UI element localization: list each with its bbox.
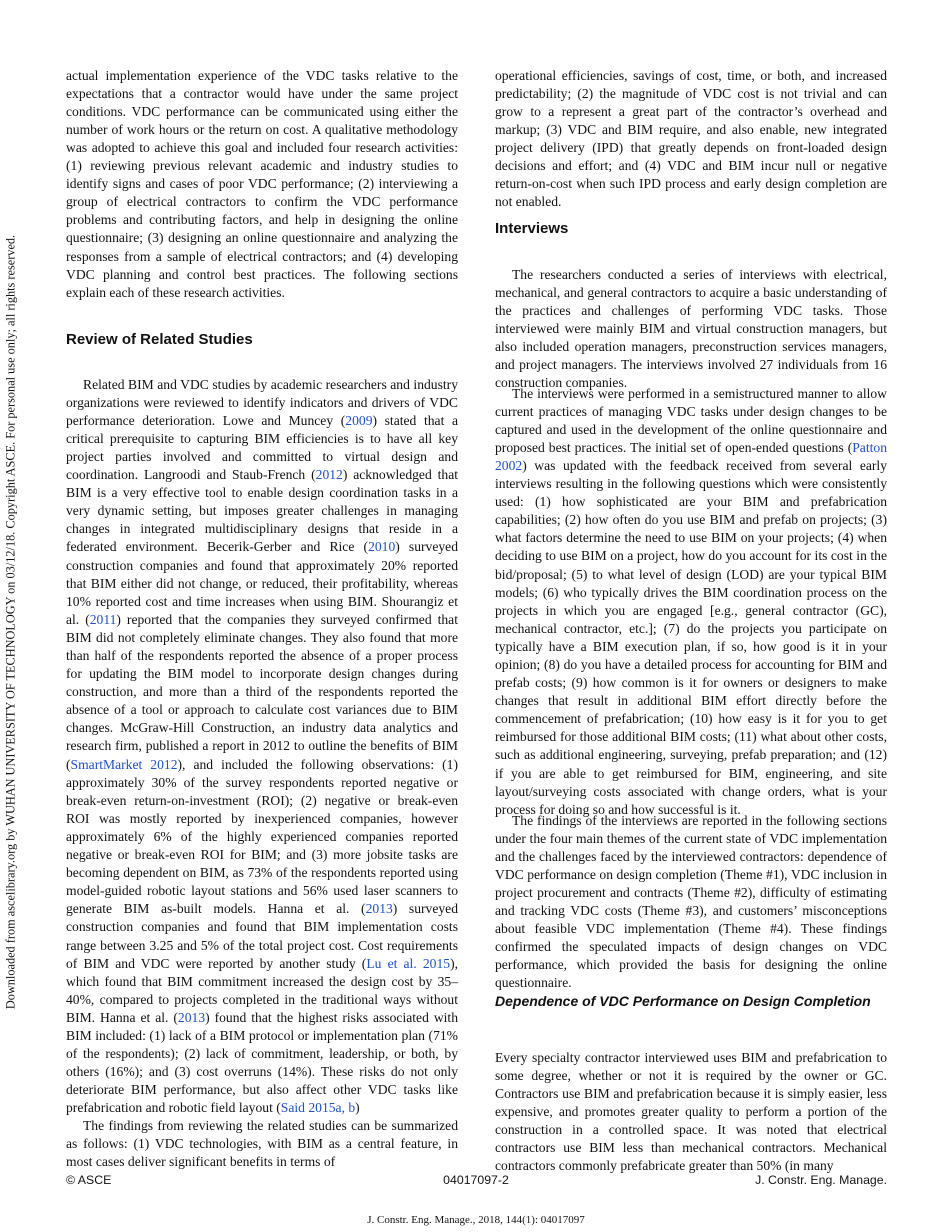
text-run: ) stated that a critical prerequisite to capturing BIM efficiencies is to have all key project parties involved and committed to virtual design and coordination. Langroodi and Staub-French ( [66,412,458,483]
citation-link[interactable]: 2012 [315,467,343,483]
text-run: ) was updated with the feedback received from several early interviews resulting in the following questions which were consistently used: (1) how sophisticated are your BIM and prefabrication capabilities; (2) how often do you use BIM and prefab on projects; (3) what factors determine the need to use BIM on your projects; (4) when deciding to use BIM on a project, how do you account for its cost in the bid/proposal; (5) to what level of design (LOD) are your typical BIM models; (6) who typically drives the BIM coordination process on the projects in which you are engaged [e.g., general contractor (GC), mechanical contractor, etc.]; (7) do the projects you participate on typically have a BIM execution plan, if so, how good is it in your opinion; (8) do you have a detailed process for accounting for BIM and prefab costs; (9) how common is it for owners or designers to make changes that result in additional BIM effort directly before the commencement of prefabrication; (10) how easy is it for you to get reimbursed for those additional BIM costs; (11) what about other costs, such as additional engineering, surveying, prefab preparation; and (12) if you are able to get reimbursed for BIM, engineering, and site layout/surveying costs associated with change orders, what is your process for doing so and how successful is it. [495,457,887,817]
citation-link[interactable]: Lu et al. 2015 [366,955,451,971]
subsection-heading: Dependence of VDC Performance on Design Completion [495,993,871,1009]
citation-link[interactable]: 2011 [89,611,117,627]
download-notice: Downloaded from ascelibrary.org by WUHAN UNIVERSITY OF TECHNOLOGY on 03/12/18. Copyright ASCE. For personal use only; all rights reserved. [3,234,18,1010]
paragraph [495,266,887,393]
citation-link[interactable]: SmartMarket 2012 [70,756,178,772]
text-run: The findings from reviewing the related studies can be summarized as follows: (1) VDC technologies, with BIM as a central feature, in most cases deliver significant benefits in terms of [66,1117,458,1169]
text-run: Every specialty contractor interviewed uses BIM and prefabrication to some degree, whether or not it is required by the owner or GC. Contractors use BIM and prefabrication because it is simply easier, less expensive, and promotes greater quality to perform a portion of the construction in a controlled space. It was noted that electrical contractors use BIM less than mechanical contractors. Mechanical contractors commonly prefabricate greater than 50% (in many [495,1049,887,1174]
citation-link[interactable]: 2009 [345,412,373,428]
text-run: ) [355,1100,360,1116]
paragraph [66,376,458,1118]
paragraph [495,67,887,212]
text-run: The researchers conducted a series of interviews with electrical, mechanical, and general contractors to acquire a basic understanding of the practices and challenges of performing VDC tasks. Those interviewed were mainly BIM and virtual construction managers, but also included operation managers, preconstruction services managers, and project managers. The interviews involved 27 individuals from 16 construction companies. [495,266,887,391]
citation-link[interactable]: Patton 2002 [495,439,887,473]
citation-link[interactable]: 2013 [365,901,393,917]
citation-link[interactable]: Said 2015a, b [280,1100,356,1116]
footer-page-id: 04017097-2 [443,1173,509,1187]
text-run: ) surveyed construction companies and found that BIM implementation costs range between 3.25 and 5% of the total project cost. Cost requirements of BIM and VDC were reported by another study ( [66,901,459,971]
citation-line: J. Constr. Eng. Manage., 2018, 144(1): 04017097 [367,1214,585,1226]
text-run: ) found that the highest risks associated with BIM included: (1) lack of a BIM protocol or implementation plan (71% of the respondents); (2) lack of commitment, leadership, or both, by others (16%); and (3) cost overruns (14%). These risks do not only deteriorate BIM performance, but also affect other VDC tasks like prefabrication and robotic field layout ( [66,1009,458,1116]
paragraph [495,1049,887,1176]
section-heading-interviews: Interviews [495,220,569,237]
citation-link[interactable]: 2010 [368,539,396,555]
paragraph [66,67,458,302]
footer-journal: J. Constr. Eng. Manage. [755,1173,887,1187]
text-run: Related BIM and VDC studies by academic researchers and industry organizations were reviewed to identify indicators and drivers of VDC performance deterioration. Lowe and Muncey ( [66,376,458,428]
section-heading-review: Review of Related Studies [66,331,253,348]
text-run: actual implementation experience of the VDC tasks relative to the expectations that a contractor would have under the same project conditions. VDC performance can be communicated using either the number of work hours or the return on cost. A qualitative methodology was adopted to achieve this goal and included four research activities: (1) reviewing previous relevant academic and industry studies to identify signs and cases of poor VDC performance; (2) interviewing a group of electrical contractors to confirm the VDC performance problems and contributing factors, and help in designing the online questionnaire; (3) designing an online questionnaire and analyzing the responses from a sample of electrical contractors; and (4) developing VDC planning and control best practices. The following sections explain each of these research activities. [66,67,458,300]
text-run: The interviews were performed in a semistructured manner to allow current practices of managing VDC tasks under design changes to be captured and used in the development of the online questionnaire and proposed best practices. The initial set of open-ended questions ( [495,385,887,455]
paragraph [495,385,887,819]
text-run: ) acknowledged that BIM is a very effective tool to enable design coordination tasks in a very dynamic setting, but imposes greater challenges in managing changes in integrated multidisciplinary designs that reside in a federated environment. Becerik-Gerber and Rice ( [66,467,459,555]
text-run: ), which found that BIM commitment increased the design cost by 35–40%, compared to projects completed in the traditional ways without BIM. Hanna et al. ( [66,955,458,1025]
text-run: ), and included the following observations: (1) approximately 30% of the survey respondents reported negative or break-even return-on-investment (ROI); (2) negative or break-even ROI was mostly reported by inexperienced companies, however approximately 6% of the highly experienced companies reported negative or break-even ROI for BIM; and (3) more jobsite tasks are becoming dependent on BIM, as 73% of the respondents reported using model-guided robotic layout stations and 56% used laser scanners to generate BIM as-built models. Hanna et al. ( [66,756,458,917]
footer-copyright: © ASCE [66,1173,112,1187]
paragraph [495,812,887,993]
text-run: The findings of the interviews are reported in the following sections under the four main themes of the current state of VDC implementation and the challenges faced by the interviewed contractors: dependence of VDC performance on design completion (Theme #1), VDC inclusion in project procurement and contracts (Theme #2), difficulty of estimating and tracking VDC costs (Theme #3), and customers’ misconceptions about feasible VDC implementation (Theme #4). These findings confirmed the speculated impacts of design changes on VDC performance, which provided the basis for designing the online questionnaire. [495,812,887,991]
citation-link[interactable]: 2013 [177,1009,206,1025]
text-run: ) reported that the companies they surveyed confirmed that BIM did not completely eliminate changes. They also found that more than half of the respondents reported the absence of a proper process for updating the BIM model to incorporate design changes during construction, and more than a third of the respondents reported the absence of a tool or approach to calculate cost variances due to BIM changes. McGraw-Hill Construction, an industry data analytics and research firm, published a report in 2012 to outline the benefits of BIM ( [66,611,458,772]
paragraph [66,1117,458,1171]
text-run: ) surveyed construction companies and found that approximately 20% reported that BIM either did not change, or reduced, their profitability, whereas 10% reported cost and time increases when using BIM. Shourangiz et al. ( [66,539,459,627]
text-run: operational efficiencies, savings of cost, time, or both, and increased predictability; (2) the magnitude of VDC cost is not trivial and can grow to a represent a great part of the contractor’s overhead and markup; (3) VDC and BIM require, and also enable, new integrated project delivery (IPD) that greatly depends on front-loaded design decisions and effort; and (4) VDC and BIM incur null or negative return-on-cost when such IPD process and early design completion are not enabled. [495,67,887,210]
